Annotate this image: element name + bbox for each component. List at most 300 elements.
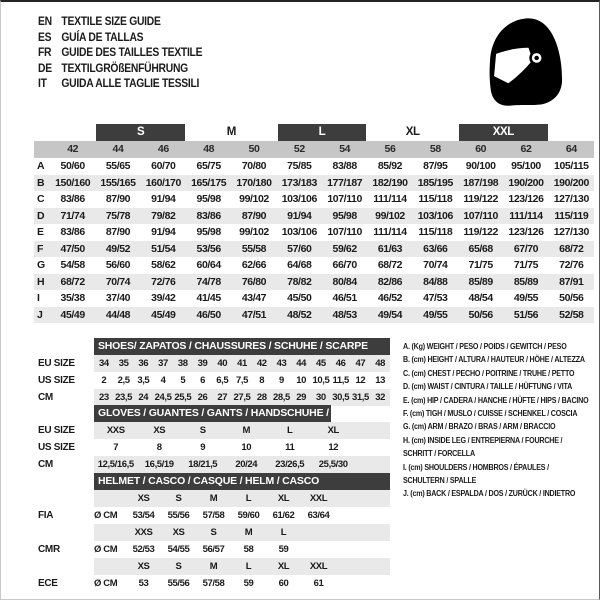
row-values — [94, 422, 390, 439]
measurement-value: 170/180 — [236, 176, 272, 189]
size-value: 40 — [217, 358, 228, 369]
row-label: EU SIZE — [38, 425, 75, 436]
size-value: 18/21,5 — [188, 459, 218, 470]
numeric-size: 44 — [112, 143, 124, 155]
measurement-value: 190/200 — [553, 176, 589, 189]
language-title: TEXTILGRÖßENFÜHRUNG — [61, 62, 188, 75]
measurement-value: 76/80 — [241, 275, 267, 288]
measurement-row-G — [34, 257, 594, 274]
size-value: 13 — [375, 375, 386, 386]
measurement-value: 37/40 — [105, 292, 131, 304]
size-value: 45 — [316, 358, 326, 369]
legend-line: A. (Kg) WEIGHT / PESO / POIDS / GEWITCH / PESO — [403, 341, 567, 351]
measurement-row-D — [34, 208, 594, 225]
size-value: 8 — [259, 375, 265, 386]
measurement-value: 91/94 — [151, 226, 176, 238]
size-value: 55/56 — [167, 510, 190, 521]
size-value: 52/53 — [132, 544, 155, 555]
size-value: 57/58 — [202, 578, 225, 589]
measurement-value: 185/195 — [417, 176, 453, 189]
row-letter: I — [37, 292, 40, 304]
size-label: XS — [137, 493, 150, 504]
size-value: 59/60 — [237, 510, 260, 521]
unit-label: Ø CM — [94, 510, 118, 521]
size-value: 38 — [177, 358, 188, 369]
language-code: FR — [38, 47, 52, 59]
label-blank — [38, 405, 94, 422]
measurement-value: 46/51 — [332, 292, 357, 304]
measurement-value: 51/54 — [151, 242, 176, 255]
legend-line: J. (cm) BACK / ESPALDA / DOS / ZURÜCK / INDIETRO — [403, 488, 576, 499]
size-group-s: S — [96, 124, 185, 141]
legend-line: D. (cm) WAIST / CINTURA / TAILLE / HÜFTUNG / VITA — [403, 381, 573, 392]
measurement-value: 45/49 — [60, 308, 85, 321]
legend-line: SCHULTERN / SPALLE — [403, 475, 477, 486]
measurement-value: 68/72 — [377, 259, 403, 271]
measurement-value: 52/58 — [559, 308, 584, 321]
measurement-value: 58/62 — [151, 259, 176, 271]
size-value: 23/26,5 — [275, 459, 305, 470]
measurement-value: 182/190 — [372, 176, 408, 189]
size-value: 2 — [101, 375, 107, 386]
language-title: TEXTILE SIZE GUIDE — [61, 16, 161, 28]
row-values — [94, 541, 390, 558]
size-value: 25,5 — [174, 392, 192, 403]
size-value: 23 — [98, 392, 109, 403]
measurement-value: 46/52 — [377, 292, 403, 304]
gloves-section — [38, 405, 390, 473]
measurement-row-H — [34, 274, 594, 291]
row-label: CM — [38, 392, 53, 403]
size-label: XXS — [134, 527, 153, 538]
measurement-value: 99/102 — [375, 209, 405, 222]
language-row — [38, 15, 202, 31]
corner-blank — [34, 141, 50, 158]
size-label: M — [209, 561, 218, 572]
row-values — [94, 372, 390, 389]
size-label: XL — [277, 493, 290, 504]
size-value: 10 — [296, 375, 307, 386]
shoes-section — [38, 338, 390, 406]
size-label: M — [244, 527, 253, 538]
measurement-value: 67/70 — [513, 242, 539, 255]
helmet-values-row — [38, 507, 390, 524]
label-blank — [38, 473, 94, 490]
section-title: SHOES/ ZAPATOS / CHAUSSURES / SCHUHE / SCARPE — [94, 338, 390, 355]
size-value: 27 — [217, 392, 228, 403]
measurement-value: 60/64 — [196, 259, 221, 271]
size-label: L — [245, 493, 252, 504]
numeric-size: 64 — [565, 143, 577, 155]
size-value: 61 — [313, 578, 324, 589]
measurement-row-J — [34, 307, 594, 324]
size-value: 20/24 — [235, 459, 258, 470]
measurement-value: 165/175 — [191, 176, 227, 189]
size-value: 24 — [138, 392, 149, 403]
size-value: 39 — [197, 358, 208, 369]
row-values — [94, 524, 390, 541]
size-group-row — [34, 124, 594, 141]
size-value: 37 — [158, 358, 168, 369]
measurement-value: 55/58 — [241, 242, 267, 255]
measurement-value: 95/98 — [196, 193, 221, 205]
measurement-value: 83/88 — [332, 160, 357, 172]
measurement-value: 71/75 — [468, 259, 493, 271]
language-code: DE — [38, 62, 52, 75]
measurement-value: 66/70 — [332, 259, 357, 271]
measurement-value: 150/160 — [55, 176, 91, 189]
measurement-value: 127/130 — [553, 226, 589, 238]
row-values — [94, 389, 390, 406]
row-label: FIA — [38, 510, 54, 521]
measurement-value: 91/94 — [287, 209, 312, 222]
measurement-value: 119/122 — [463, 226, 498, 238]
size-group-m: M — [226, 126, 236, 138]
measurement-row-F — [34, 241, 594, 258]
row-letter: J — [37, 308, 43, 321]
size-row — [38, 389, 390, 406]
size-value: 53 — [138, 578, 149, 589]
size-value: 11 — [285, 442, 295, 453]
size-label: M — [209, 493, 218, 504]
size-value: 6,5 — [216, 375, 229, 386]
measurement-value: 45/49 — [151, 308, 176, 321]
size-value: 26 — [197, 392, 208, 403]
size-value: 57/58 — [202, 510, 225, 521]
measurement-row-I — [34, 290, 594, 307]
measurement-value: 84/88 — [423, 275, 448, 288]
measurement-value: 70/74 — [105, 275, 131, 288]
numeric-size: 58 — [429, 143, 441, 155]
label-blank — [38, 558, 94, 575]
measurement-value: 47/50 — [60, 242, 85, 255]
measurement-value: 87/91 — [559, 275, 584, 288]
measurement-value: 99/102 — [239, 226, 269, 238]
measurement-value: 83/86 — [60, 193, 85, 205]
size-value: 9 — [279, 375, 284, 386]
language-title: GUÍA DE TALLAS — [61, 31, 144, 44]
language-row — [38, 77, 202, 93]
unit-blank — [94, 524, 126, 541]
measurement-value: 115/118 — [418, 226, 453, 238]
row-letter: B — [37, 176, 45, 189]
numeric-size: 56 — [384, 143, 396, 155]
measurement-value: 41/45 — [196, 292, 221, 304]
legend-line: B. (cm) HEIGHT / ALTURA / HAUTEUR / HÖHE / ALTEZZA — [403, 354, 585, 365]
size-value: L — [287, 425, 293, 436]
size-value: 6 — [200, 375, 205, 386]
size-value: 2,5 — [117, 375, 130, 386]
measurement-value: 95/98 — [196, 226, 221, 238]
size-label: S — [175, 561, 182, 572]
row-letter: F — [37, 242, 44, 255]
measurement-value: 59/62 — [332, 242, 357, 255]
size-value: 10,5 — [312, 375, 330, 386]
row-values — [94, 439, 390, 456]
measurement-value: 190/200 — [508, 176, 544, 189]
row-values — [94, 456, 390, 473]
measurement-value: 87/95 — [423, 160, 448, 172]
language-code: EN — [38, 16, 52, 28]
size-value: 59 — [278, 544, 289, 555]
measurement-value: 50/56 — [559, 292, 584, 304]
size-value: 56/57 — [202, 544, 225, 555]
measurement-value: 87/90 — [105, 226, 131, 238]
measurement-value: 53/56 — [196, 242, 221, 255]
measurement-value: 65/68 — [468, 242, 493, 255]
size-value: 44 — [296, 358, 307, 369]
measurement-value: 63/66 — [423, 242, 448, 255]
row-label: CMR — [38, 544, 60, 555]
size-value: 31,5 — [351, 392, 369, 403]
size-row — [38, 439, 390, 456]
size-label: XXL — [309, 561, 328, 572]
measurement-value: 60/70 — [151, 160, 176, 172]
numeric-size: 42 — [67, 143, 79, 155]
measurement-value: 107/110 — [327, 193, 362, 205]
size-value: 55/56 — [167, 578, 190, 589]
measurement-value: 49/55 — [513, 292, 539, 304]
row-values — [94, 507, 390, 524]
row-letter: C — [37, 193, 45, 205]
row-label: EU SIZE — [38, 358, 75, 369]
size-value: 42 — [256, 358, 267, 369]
measurement-value: 50/56 — [468, 308, 493, 321]
measurement-value: 87/90 — [241, 209, 267, 222]
size-label: L — [245, 561, 252, 572]
size-value: 12 — [328, 442, 339, 453]
language-title-list — [38, 15, 202, 93]
row-letter: G — [37, 259, 45, 271]
size-value: 60 — [278, 578, 289, 589]
size-value: 7 — [113, 442, 119, 453]
row-values — [94, 558, 390, 575]
measurement-value: 127/130 — [553, 193, 589, 205]
language-code: IT — [38, 78, 47, 90]
row-label: CM — [38, 459, 53, 470]
measurement-value: 82/86 — [377, 275, 403, 288]
legend — [403, 340, 600, 501]
measurement-value: 111/114 — [373, 226, 407, 238]
measurement-value: 103/106 — [281, 226, 317, 238]
size-value: 7,5 — [235, 375, 248, 386]
size-row — [38, 372, 390, 389]
language-row — [38, 46, 202, 62]
measurement-value: 70/80 — [241, 160, 267, 172]
size-value: 43 — [276, 358, 287, 369]
measurement-value: 99/102 — [239, 193, 269, 205]
row-letter: D — [37, 209, 45, 222]
language-code: ES — [38, 31, 52, 44]
measurement-value: 111/114 — [373, 193, 407, 205]
numeric-size: 60 — [475, 143, 487, 155]
numeric-size: 62 — [520, 143, 532, 155]
measurement-value: 55/65 — [105, 160, 131, 172]
size-value: 4 — [160, 375, 166, 386]
measurement-value: 91/94 — [151, 193, 176, 205]
measurement-value: 115/118 — [418, 193, 453, 205]
measurement-value: 87/90 — [105, 193, 131, 205]
measurement-value: 123/126 — [508, 226, 544, 238]
size-label: L — [280, 527, 287, 538]
measurement-value: 54/58 — [60, 259, 85, 271]
size-label: S — [175, 493, 182, 504]
title-row — [38, 405, 390, 422]
size-value: XS — [153, 425, 166, 436]
size-group-xxl: XXL — [459, 124, 548, 141]
measurement-value: 64/68 — [287, 259, 312, 271]
row-label: US SIZE — [38, 375, 75, 386]
measurement-value: 79/82 — [151, 209, 176, 222]
size-value: 30 — [316, 392, 326, 403]
size-value: S — [199, 425, 206, 436]
size-value: 25,5/30 — [318, 459, 348, 470]
measurement-value: 90/100 — [465, 160, 496, 172]
unit-label: Ø CM — [94, 544, 118, 555]
measurement-value: 49/52 — [105, 242, 131, 255]
size-group-blank — [34, 124, 95, 141]
measurement-value: 160/170 — [145, 176, 181, 189]
measurement-value: 72/76 — [151, 275, 176, 288]
numeric-size-row — [34, 141, 594, 158]
label-blank — [38, 490, 94, 507]
language-title: GUIDE DES TAILLES TEXTILE — [61, 47, 203, 59]
measurement-value: 75/78 — [105, 209, 131, 222]
measurement-value: 85/89 — [513, 275, 539, 288]
measurement-value: 107/110 — [463, 209, 498, 222]
size-value: 58 — [243, 544, 254, 555]
measurement-value: 71/75 — [513, 259, 539, 271]
measurement-value: 45/50 — [287, 292, 312, 304]
measurement-value: 187/198 — [463, 176, 499, 189]
title-row — [38, 338, 390, 355]
measurement-value: 85/89 — [468, 275, 493, 288]
racing-helmet-icon — [488, 18, 564, 107]
size-value: 12 — [355, 375, 366, 386]
measurement-value: 48/52 — [287, 308, 312, 321]
legend-line: SCHRITT / FORCELLA — [403, 448, 475, 459]
legend-line: I. (cm) SHOULDERS / HOMBROS / ÉPAULES / — [403, 461, 549, 472]
measurement-value: 80/84 — [332, 275, 357, 288]
size-label: XS — [172, 527, 185, 538]
size-value: 30,5 — [332, 392, 350, 403]
legend-line: H. (cm) INSIDE LEG / ENTREPIERNA / FOURCHE / — [403, 434, 563, 445]
label-blank — [38, 524, 94, 541]
size-label — [301, 524, 336, 541]
size-value: 35 — [118, 358, 129, 369]
unit-blank — [94, 490, 126, 507]
size-value: 47 — [355, 358, 366, 369]
row-label: ECE — [38, 578, 58, 589]
size-value: 54/55 — [167, 544, 190, 555]
row-letter: H — [37, 275, 45, 288]
row-values — [94, 575, 390, 592]
size-value: 48 — [375, 358, 386, 369]
measurement-value: 57/60 — [287, 242, 312, 255]
row-label: US SIZE — [38, 442, 75, 453]
size-value: 5 — [180, 375, 186, 386]
measurement-value: 103/106 — [281, 193, 317, 205]
measurement-value: 49/54 — [377, 308, 403, 321]
measurement-value: 35/38 — [60, 292, 85, 304]
size-label: S — [210, 527, 217, 538]
row-values — [94, 355, 390, 372]
measurement-value: 83/86 — [60, 226, 85, 238]
size-value: 34 — [98, 358, 109, 369]
measurement-value: 119/122 — [463, 193, 498, 205]
measurement-value: 62/66 — [241, 259, 267, 271]
measurement-row-E — [34, 224, 594, 241]
measurement-value: 83/86 — [196, 209, 221, 222]
size-value: 28 — [256, 392, 267, 403]
helmet-sizes-row — [38, 558, 390, 575]
size-row — [38, 422, 390, 439]
size-value: 32 — [375, 392, 386, 403]
row-values — [94, 490, 390, 507]
measurement-value: 68/72 — [60, 275, 85, 288]
measurement-row-C — [34, 191, 594, 208]
measurement-value: 47/51 — [241, 308, 267, 321]
size-value: 63/64 — [307, 510, 330, 521]
measurement-value: 78/82 — [287, 275, 312, 288]
legend-line: C. (cm) CHEST / PECHO / POITRINE / TRUHE / PETTO — [403, 367, 575, 378]
size-value: 12,5/16,5 — [97, 459, 134, 470]
size-row — [38, 355, 390, 372]
measurement-value: 70/74 — [423, 259, 448, 271]
measurement-value: 49/55 — [423, 308, 448, 321]
unit-blank — [94, 558, 126, 575]
measurement-value: 65/75 — [196, 160, 221, 172]
main-size-table — [34, 124, 594, 323]
measurement-value: 95/98 — [332, 209, 357, 222]
size-value: 28,5 — [273, 392, 290, 403]
measurement-value: 103/106 — [417, 209, 453, 222]
size-value: 24,5 — [154, 392, 172, 403]
measurement-value: 85/92 — [377, 160, 403, 172]
size-value: 16,5/19 — [144, 459, 174, 470]
measurement-value: 50/60 — [60, 160, 85, 172]
size-label: XL — [277, 561, 290, 572]
size-value: 46 — [335, 358, 346, 369]
legend-line: E. (cm) HIP / CADERA / HANCHE / HÜFTE / HIPS / BACINO — [403, 394, 589, 405]
legend-line: F. (cm) TIGH / MUSLO / CUISSE / SCHENKEL / COSCIA — [403, 408, 578, 419]
numeric-size: 54 — [339, 143, 351, 155]
unit-label: Ø CM — [94, 578, 118, 589]
measurement-value: 107/110 — [327, 226, 362, 238]
measurement-value: 51/56 — [513, 308, 539, 321]
size-value: M — [242, 425, 250, 436]
measurement-row-B — [34, 175, 594, 192]
helmet-section — [38, 473, 390, 592]
measurement-value: 46/50 — [196, 308, 221, 321]
numeric-size: 50 — [248, 143, 260, 155]
size-label: XS — [137, 561, 150, 572]
size-value: 53/54 — [132, 510, 155, 521]
size-value: 3,5 — [137, 375, 150, 386]
row-letter: A — [37, 160, 45, 172]
size-group-l: L — [278, 124, 367, 141]
language-row — [38, 31, 202, 47]
measurement-value: 61/63 — [377, 242, 403, 255]
language-title: GUIDA ALLE TAGLIE TESSILI — [61, 78, 200, 90]
size-row — [38, 456, 390, 473]
measurement-row-A — [34, 158, 594, 175]
size-value: 41 — [237, 358, 247, 369]
measurement-value: 111/114 — [509, 209, 543, 222]
size-value: 36 — [138, 358, 149, 369]
measurement-value: 56/60 — [105, 259, 131, 271]
section-title: HELMET / CASCO / CASQUE / HELM / CASCO — [94, 473, 390, 490]
